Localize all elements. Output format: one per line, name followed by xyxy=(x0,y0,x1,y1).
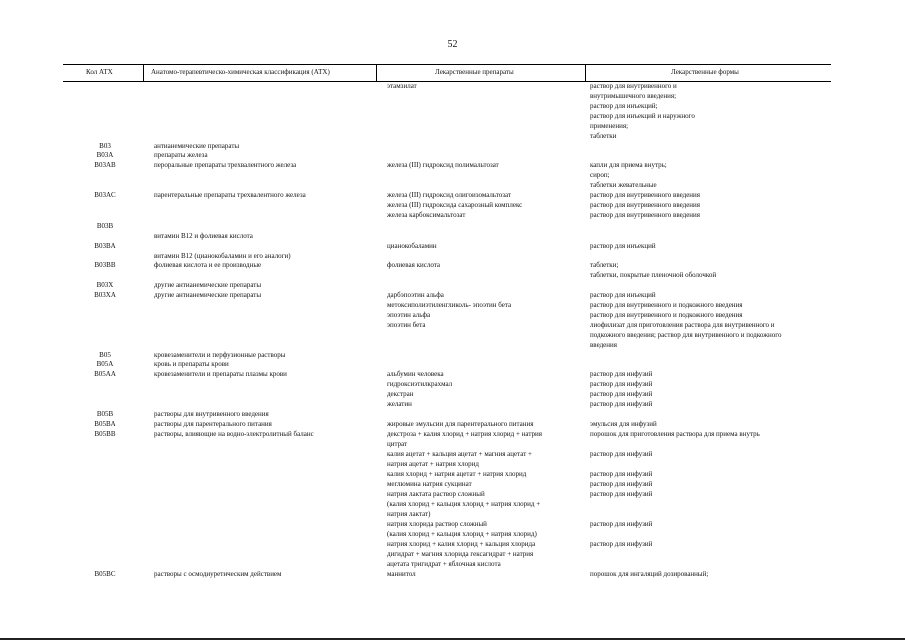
drug-name: дигидрат + магния хлорида гексагидрат + натрия xyxy=(387,550,534,558)
dosage-form: раствор для инфузий xyxy=(590,520,653,528)
dosage-form: раствор для инфузий xyxy=(590,400,653,408)
dosage-form: раствор для внутривенного и подкожного введения xyxy=(590,311,743,319)
dosage-form: раствор для внутривенного введения xyxy=(590,191,701,199)
atc-code: B05BC xyxy=(94,570,116,578)
atc-code: B05A xyxy=(96,360,114,368)
atc-classification: кровезаменители и препараты плазмы крови xyxy=(154,370,287,378)
table-row xyxy=(0,200,905,210)
atc-classification: витамин B12 и фолиевая кислота xyxy=(154,232,253,240)
table-row xyxy=(0,519,905,529)
table-row xyxy=(0,409,905,419)
drug-name: (калия хлорид + кальция хлорид + натрия хлорид + xyxy=(387,500,541,508)
atc-code: B05BA xyxy=(94,420,116,428)
header-drugs: Лекарственные препараты xyxy=(435,68,514,76)
drug-name: натрия хлорида раствор сложный xyxy=(387,520,487,528)
table-row xyxy=(0,320,905,330)
table-row xyxy=(0,310,905,320)
table-row xyxy=(0,190,905,200)
dosage-form: лиофилизат для приготовления раствора для внутривенного и xyxy=(590,321,775,329)
drug-name: натрия лактата раствор сложный xyxy=(387,490,485,498)
atc-classification: растворы с осмодиуретическим действием xyxy=(154,570,282,578)
drug-name: натрия лактат) xyxy=(387,510,431,518)
drug-name: железа (III) гидроксид полимальтозат xyxy=(387,161,499,169)
atc-code: B03X xyxy=(96,281,114,289)
atc-classification: другие антианемические препараты xyxy=(154,291,262,299)
dosage-form: эмульсия для инфузий xyxy=(590,420,657,428)
header-forms: Лекарственные формы xyxy=(671,68,739,76)
table-row xyxy=(0,469,905,479)
drug-name: меглюмина натрия сукцинат xyxy=(387,480,472,488)
table-row xyxy=(0,449,905,459)
dosage-form: раствор для инъекций xyxy=(590,291,656,299)
drug-name: дарбэпоэтин альфа xyxy=(387,291,444,299)
table-row xyxy=(0,529,905,539)
drug-name: эпоэтин бета xyxy=(387,321,426,329)
header-divider xyxy=(585,65,586,81)
atc-classification: растворы для внутривенного введения xyxy=(154,410,269,418)
table-row xyxy=(0,231,905,241)
table-row xyxy=(0,549,905,559)
table-row xyxy=(0,210,905,220)
dosage-form: раствор для инъекций; xyxy=(590,102,658,110)
dosage-form: капли для приема внутрь; xyxy=(590,161,667,169)
dosage-form: раствор для инфузий xyxy=(590,490,653,498)
atc-classification: витамин B12 (цианокобаламин и его аналоги) xyxy=(154,252,291,260)
dosage-form: таблетки xyxy=(590,132,617,140)
dosage-form: раствор для внутривенного и xyxy=(590,82,677,90)
drug-name: натрия ацетат + натрия хлорид xyxy=(387,460,479,468)
table-row xyxy=(0,91,905,101)
dosage-form: раствор для инфузий xyxy=(590,480,653,488)
dosage-form: раствор для инфузий xyxy=(590,540,653,548)
header-classification: Анатомо-терапевтическо-химическая классификация (АТХ) xyxy=(151,68,330,76)
table-row xyxy=(0,260,905,270)
table-row xyxy=(0,241,905,251)
dosage-form: таблетки, покрытые пленочной оболочкой xyxy=(590,271,717,279)
dosage-form: раствор для инфузий xyxy=(590,450,653,458)
table-row xyxy=(0,300,905,310)
atc-classification: кровь и препараты крови xyxy=(154,360,229,368)
table-header xyxy=(63,64,831,82)
atc-code: B05BB xyxy=(94,430,116,438)
drug-name: цитрат xyxy=(387,440,408,448)
table-row xyxy=(0,489,905,499)
drug-name: декстроза + калия хлорид + натрия хлорид + натрия xyxy=(387,430,542,438)
atc-code: B03BB xyxy=(94,261,116,269)
atc-classification: фолиевая кислота и ее производные xyxy=(154,261,262,269)
header-divider xyxy=(376,65,377,81)
dosage-form: раствор для инъекций xyxy=(590,242,656,250)
table-row xyxy=(0,101,905,111)
atc-classification: пероральные препараты трехвалентного железа xyxy=(154,161,297,169)
drug-name: желатин xyxy=(387,400,412,408)
table-row xyxy=(0,330,905,340)
atc-code: B03XA xyxy=(94,291,116,299)
table-row xyxy=(0,180,905,190)
drug-name: ацетата тригидрат + яблочная кислота xyxy=(387,560,501,568)
drug-name: цианокобаламин xyxy=(387,242,437,250)
table-row xyxy=(0,150,905,160)
header-code: Кол АТХ xyxy=(86,68,113,76)
dosage-form: порошок для приготовления раствора для приема внутрь xyxy=(590,430,760,438)
table-row xyxy=(0,270,905,280)
table-row xyxy=(0,499,905,509)
atc-code: B03 xyxy=(99,142,111,150)
dosage-form: подкожного введения; раствор для внутривенного и подкожного xyxy=(590,331,782,339)
dosage-form: таблетки жевательные xyxy=(590,181,657,189)
table-row xyxy=(0,131,905,141)
table-row xyxy=(0,359,905,369)
drug-name: гидроксиэтилкрахмал xyxy=(387,380,453,388)
table-row xyxy=(0,509,905,519)
dosage-form: внутримышечного введения; xyxy=(590,92,677,100)
drug-name: жировые эмульсии для парентерального питания xyxy=(387,420,534,428)
drug-name: альбумин человека xyxy=(387,370,444,378)
atc-code: B03AC xyxy=(94,191,116,199)
drug-name: натрия хлорид + калия хлорид + кальция хлорида xyxy=(387,540,536,548)
atc-classification: парентеральные препараты трехвалентного железа xyxy=(154,191,306,199)
table-row xyxy=(0,290,905,300)
dosage-form: сироп; xyxy=(590,171,610,179)
atc-classification: растворы, влияющие на водно-электролитный баланс xyxy=(154,430,314,438)
table-row xyxy=(0,221,905,231)
atc-classification: кровезаменители и перфузионные растворы xyxy=(154,351,286,359)
table-row xyxy=(0,419,905,429)
dosage-form: порошок для ингаляций дозированный; xyxy=(590,570,709,578)
drug-name: железа (III) гидроксида сахарозный комплекс xyxy=(387,201,523,209)
table-row xyxy=(0,160,905,170)
atc-classification: препараты железа xyxy=(154,151,208,159)
drug-name: метоксиполиэтиленгликоль- эпоэтин бета xyxy=(387,301,512,309)
table-row xyxy=(0,539,905,549)
table-row xyxy=(0,111,905,121)
drug-name: декстран xyxy=(387,390,414,398)
atc-code: B03AB xyxy=(94,161,116,169)
table-row xyxy=(0,369,905,379)
atc-code: B05 xyxy=(99,351,111,359)
drug-name: эпоэтин альфа xyxy=(387,311,431,319)
table-row xyxy=(0,389,905,399)
dosage-form: раствор для инфузий xyxy=(590,380,653,388)
dosage-form: раствор для инфузий xyxy=(590,390,653,398)
table-row xyxy=(0,81,905,91)
table-row xyxy=(0,559,905,569)
dosage-form: введения xyxy=(590,341,617,349)
dosage-form: раствор для инфузий xyxy=(590,370,653,378)
table-row xyxy=(0,429,905,439)
table-row xyxy=(0,459,905,469)
dosage-form: раствор для внутривенного и подкожного введения xyxy=(590,301,743,309)
atc-code: B05AA xyxy=(94,370,116,378)
header-divider xyxy=(143,65,144,81)
table-row xyxy=(0,280,905,290)
drug-name: (калия хлорид + кальция хлорид + натрия хлорид) xyxy=(387,530,537,538)
table-row xyxy=(0,379,905,389)
atc-code: B03B xyxy=(96,222,114,230)
table-row xyxy=(0,569,905,579)
dosage-form: раствор для инфузий xyxy=(590,470,653,478)
drug-name: калия хлорид + натрия ацетат + натрия хлорид xyxy=(387,470,527,478)
table-row xyxy=(0,170,905,180)
atc-classification: антианемические препараты xyxy=(154,142,240,150)
drug-name: калия ацетат + кальция ацетат + магния ацетат + xyxy=(387,450,532,458)
drug-name: этамзилат xyxy=(387,82,417,90)
table-row xyxy=(0,399,905,409)
table-row xyxy=(0,340,905,350)
dosage-form: применения; xyxy=(590,122,629,130)
atc-code: B05B xyxy=(96,410,114,418)
dosage-form: раствор для внутривенного введения xyxy=(590,201,701,209)
atc-code: B03A xyxy=(96,151,114,159)
atc-classification: другие антианемические препараты xyxy=(154,281,262,289)
dosage-form: таблетки; xyxy=(590,261,619,269)
drug-name: железа (III) гидроксид олигоизомальтозат xyxy=(387,191,512,199)
page-number: 52 xyxy=(447,39,458,50)
atc-code: B03BA xyxy=(94,242,116,250)
drug-name: фолиевая кислота xyxy=(387,261,440,269)
dosage-form: раствор для инъекций и наружного xyxy=(590,112,695,120)
table-row xyxy=(0,439,905,449)
atc-classification: растворы для парентерального питания xyxy=(154,420,272,428)
table-row xyxy=(0,479,905,489)
dosage-form: раствор для внутривенного введения xyxy=(590,211,701,219)
drug-name: маннитол xyxy=(387,570,416,578)
drug-name: железа карбоксимальтозат xyxy=(387,211,466,219)
table-row xyxy=(0,121,905,131)
